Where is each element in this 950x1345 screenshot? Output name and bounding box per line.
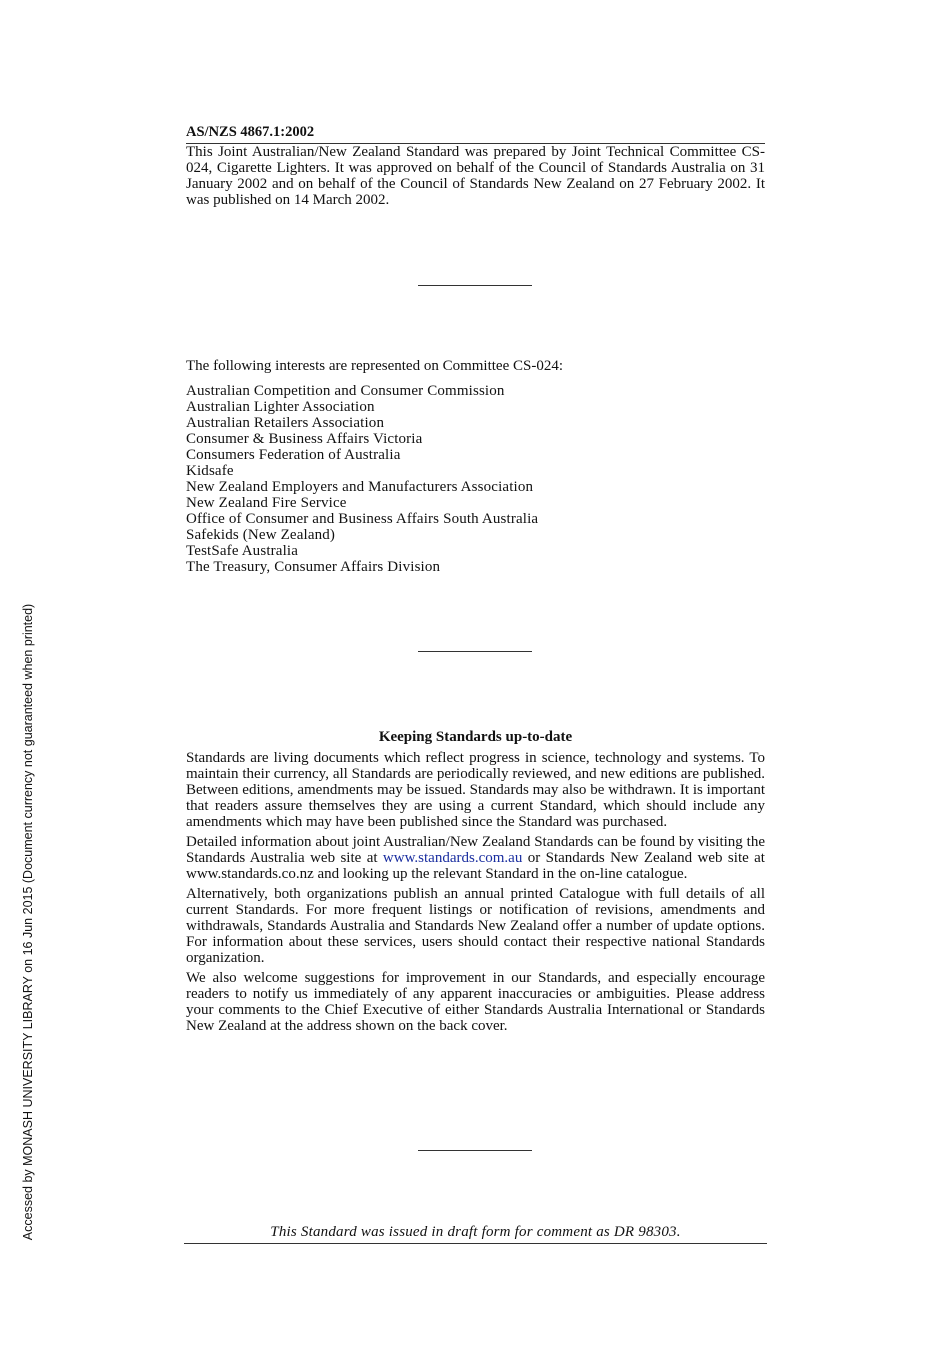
list-item: Office of Consumer and Business Affairs South Australia <box>186 511 539 527</box>
paragraph-4: We also welcome suggestions for improvement in our Standards, and especially encourage readers to notify us immediately of any apparent inaccuracies or ambiguities. Please address your comments to the Chief Executive of either Standards Australia International or Standards New Zealand at the address shown on the back cover. <box>186 970 765 1034</box>
separator-rule-1 <box>418 285 532 286</box>
list-item: Consumer & Business Affairs Victoria <box>186 431 423 447</box>
list-item: Australian Retailers Association <box>186 415 385 431</box>
list-item: Safekids (New Zealand) <box>186 527 336 543</box>
list-item: Australian Competition and Consumer Commission <box>186 383 505 399</box>
committee-member-list <box>186 383 765 575</box>
intro-paragraph: This Joint Australian/New Zealand Standard was prepared by Joint Technical Committee CS-024, Cigarette Lighters. It was approved on behalf of the Council of Standards Australia on 31 January 2002 and on behalf of the Council of Standards New Zealand on 27 February 2002. It was published on 14 March 2002. <box>186 144 765 208</box>
list-item: Consumers Federation of Australia <box>186 447 401 463</box>
keeping-up-to-date-body <box>186 750 765 1038</box>
standards-australia-link[interactable]: www.standards.com.au <box>382 850 523 866</box>
footer-rule <box>184 1243 767 1244</box>
separator-rule-2 <box>418 651 532 652</box>
list-item: Australian Lighter Association <box>186 399 375 415</box>
paragraph-1: Standards are living documents which reflect progress in science, technology and systems. To maintain their currency, all Standards are periodically reviewed, and new editions are published. Between editions, amendments may be issued. Standards may also be withdrawn. It is important that readers assure themselves they are using a current Standard, which should include any amendments which may have been published since the Standard was purchased. <box>186 750 765 830</box>
section-title: Keeping Standards up-to-date <box>378 729 573 745</box>
paragraph-2 <box>186 834 765 882</box>
separator-rule-3 <box>418 1150 532 1151</box>
list-item: New Zealand Fire Service <box>186 495 347 511</box>
list-item: TestSafe Australia <box>186 543 299 559</box>
paragraph-2-text-a: Detailed information about joint Australian/New Zealand Standards can be found by visiting the Standards Australia web site at <box>186 834 765 866</box>
paragraph-3: Alternatively, both organizations publish an annual printed Catalogue with full details of all current Standards. For more frequent listings or notification of revisions, amendments and withdrawals, Standards Australia and Standards New Zealand offer a number of update options. For information about these services, users should contact their respective national Standards organization. <box>186 886 765 966</box>
access-watermark: Accessed by MONASH UNIVERSITY LIBRARY on 16 Jun 2015 (Document currency not guaranteed when printed) <box>21 603 35 1241</box>
list-item: Kidsafe <box>186 463 234 479</box>
list-item: The Treasury, Consumer Affairs Division <box>186 559 441 575</box>
standard-id: AS/NZS 4867.1:2002 <box>186 124 315 140</box>
draft-note: This Standard was issued in draft form for comment as DR 98303. <box>270 1224 681 1240</box>
committee-heading: The following interests are represented on Committee CS-024: <box>186 358 563 374</box>
list-item: New Zealand Employers and Manufacturers Association <box>186 479 534 495</box>
paragraph-2-text-b: or Standards New Zealand web site at www.standards.co.nz and looking up the relevant Standard in the on-line catalogue. <box>186 850 765 882</box>
